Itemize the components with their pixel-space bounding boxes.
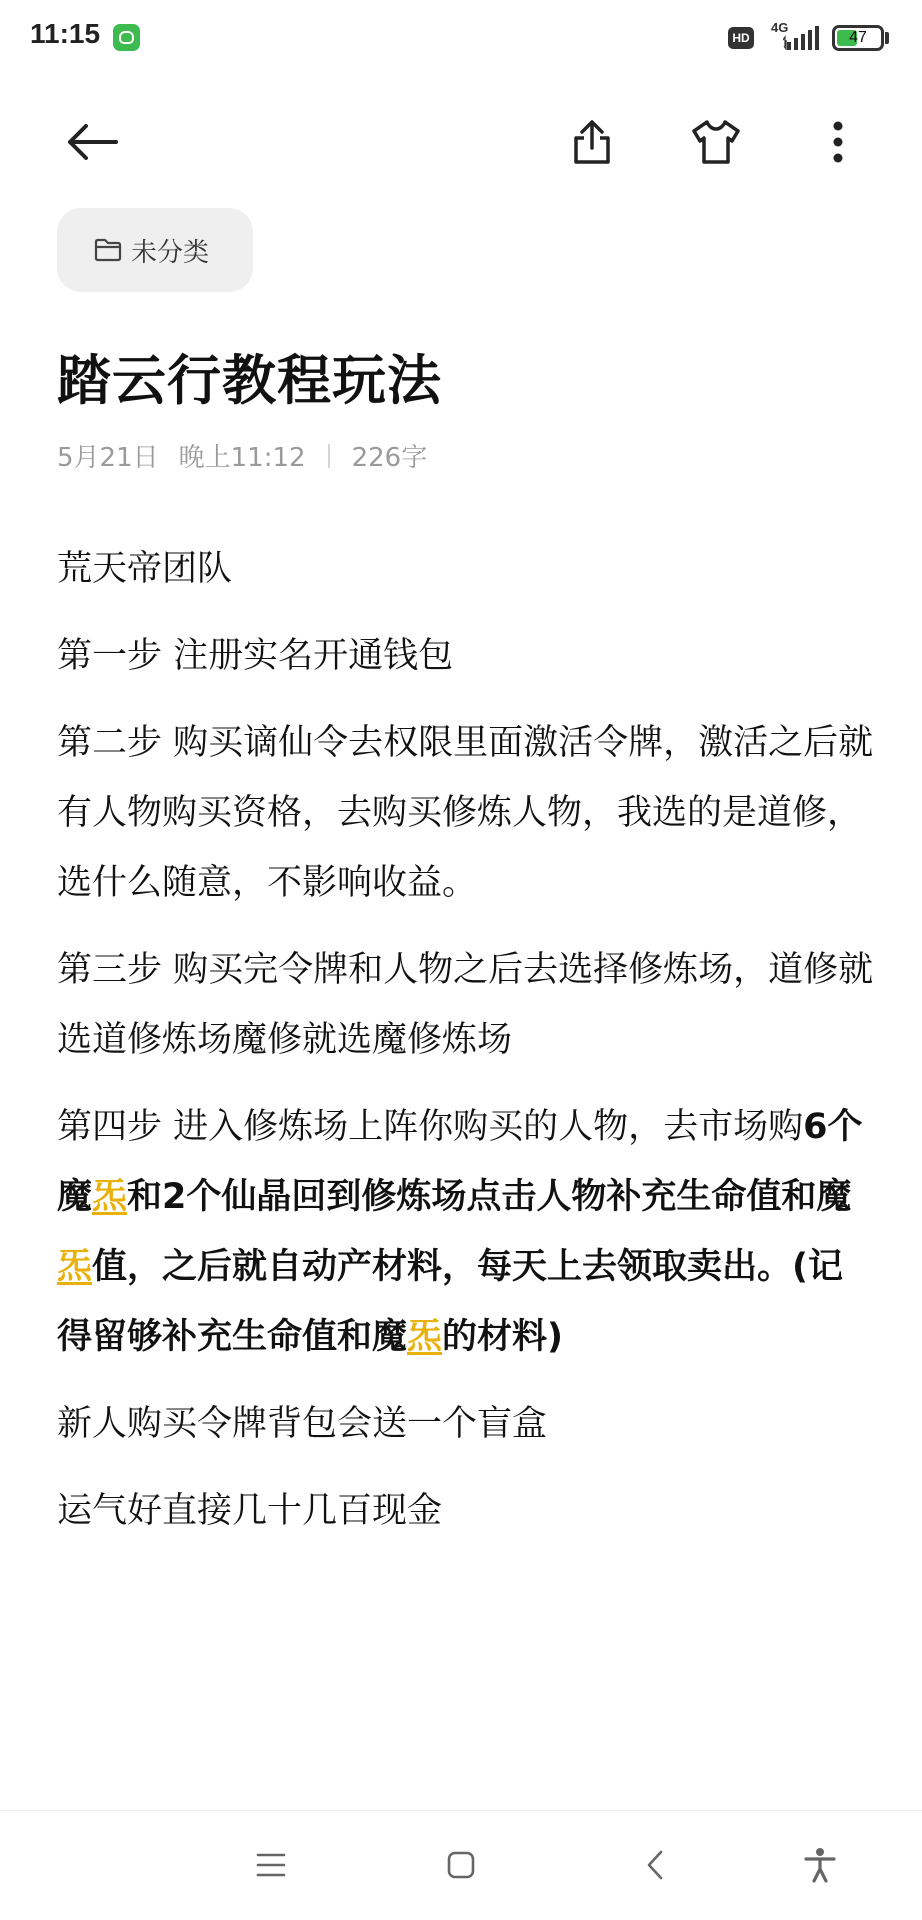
folder-icon bbox=[93, 235, 123, 265]
note-date: 5月21日 bbox=[57, 443, 159, 473]
category-label: 未分类 bbox=[131, 237, 210, 268]
bold-text: 和2个仙晶回到修炼场点击人物补充生命值和魔 bbox=[127, 1177, 852, 1217]
battery-icon bbox=[832, 25, 884, 51]
network-type-label: 4G bbox=[771, 20, 789, 35]
arrow-left-icon bbox=[66, 122, 118, 162]
bold-text: 的材料) bbox=[442, 1317, 564, 1357]
highlighted-text: 炁 bbox=[57, 1247, 93, 1287]
step4-intro: 第四步 进入修炼场上阵你购买的人物，去市场购 bbox=[57, 1107, 804, 1147]
highlighted-text: 炁 bbox=[92, 1177, 128, 1217]
recent-apps-button[interactable] bbox=[241, 1835, 301, 1895]
status-bar bbox=[0, 0, 922, 76]
paragraph-step4 bbox=[57, 1092, 877, 1372]
category-chip[interactable] bbox=[57, 208, 253, 292]
meta-divider bbox=[328, 444, 330, 468]
more-button[interactable] bbox=[806, 110, 870, 174]
paragraph: 新人购买令牌背包会送一个盲盒 bbox=[57, 1404, 548, 1444]
share-icon bbox=[570, 118, 614, 166]
note-body[interactable] bbox=[57, 534, 877, 1546]
paragraph: 第一步 注册实名开通钱包 bbox=[57, 636, 454, 676]
chevron-left-icon bbox=[645, 1849, 665, 1881]
tshirt-icon bbox=[690, 119, 742, 165]
app-notification-icon bbox=[113, 24, 140, 51]
signal-icon bbox=[783, 26, 821, 50]
word-count: 226字 bbox=[351, 443, 428, 473]
paragraph: 荒天帝团队 bbox=[57, 549, 233, 589]
system-back-button[interactable] bbox=[625, 1835, 685, 1895]
note-time: 晚上11:12 bbox=[178, 443, 306, 473]
note-title[interactable]: 踏云行教程玩法 bbox=[57, 349, 442, 412]
highlighted-text: 炁 bbox=[407, 1317, 443, 1357]
note-meta bbox=[57, 437, 427, 474]
accessibility-button[interactable] bbox=[790, 1835, 850, 1895]
home-button[interactable] bbox=[431, 1835, 491, 1895]
bold-text: 6个魔 bbox=[57, 1107, 863, 1217]
share-button[interactable] bbox=[560, 110, 624, 174]
more-vertical-icon bbox=[832, 120, 844, 164]
menu-icon bbox=[256, 1852, 286, 1878]
square-home-icon bbox=[446, 1850, 476, 1880]
paragraph: 运气好直接几十几百现金 bbox=[57, 1491, 443, 1531]
system-nav-bar bbox=[0, 1811, 922, 1920]
battery-level: 47 bbox=[849, 29, 867, 46]
theme-button[interactable] bbox=[684, 110, 748, 174]
status-time: 11:15 bbox=[30, 18, 101, 49]
bold-text: 值，之后就自动产材料，每天上去领取卖出。(记得留够补充生命值和魔 bbox=[57, 1247, 844, 1357]
paragraph: 第二步 购买谪仙令去权限里面激活令牌，激活之后就有人物购买资格，去购买修炼人物，我选的是道修，选什么随意，不影响收益。 bbox=[57, 723, 874, 903]
back-button[interactable] bbox=[60, 110, 124, 174]
accessibility-icon bbox=[803, 1847, 837, 1883]
paragraph: 第三步 购买完令牌和人物之后去选择修炼场，道修就选道修炼场魔修就选魔修炼场 bbox=[57, 950, 874, 1060]
hd-icon: HD bbox=[728, 27, 754, 49]
